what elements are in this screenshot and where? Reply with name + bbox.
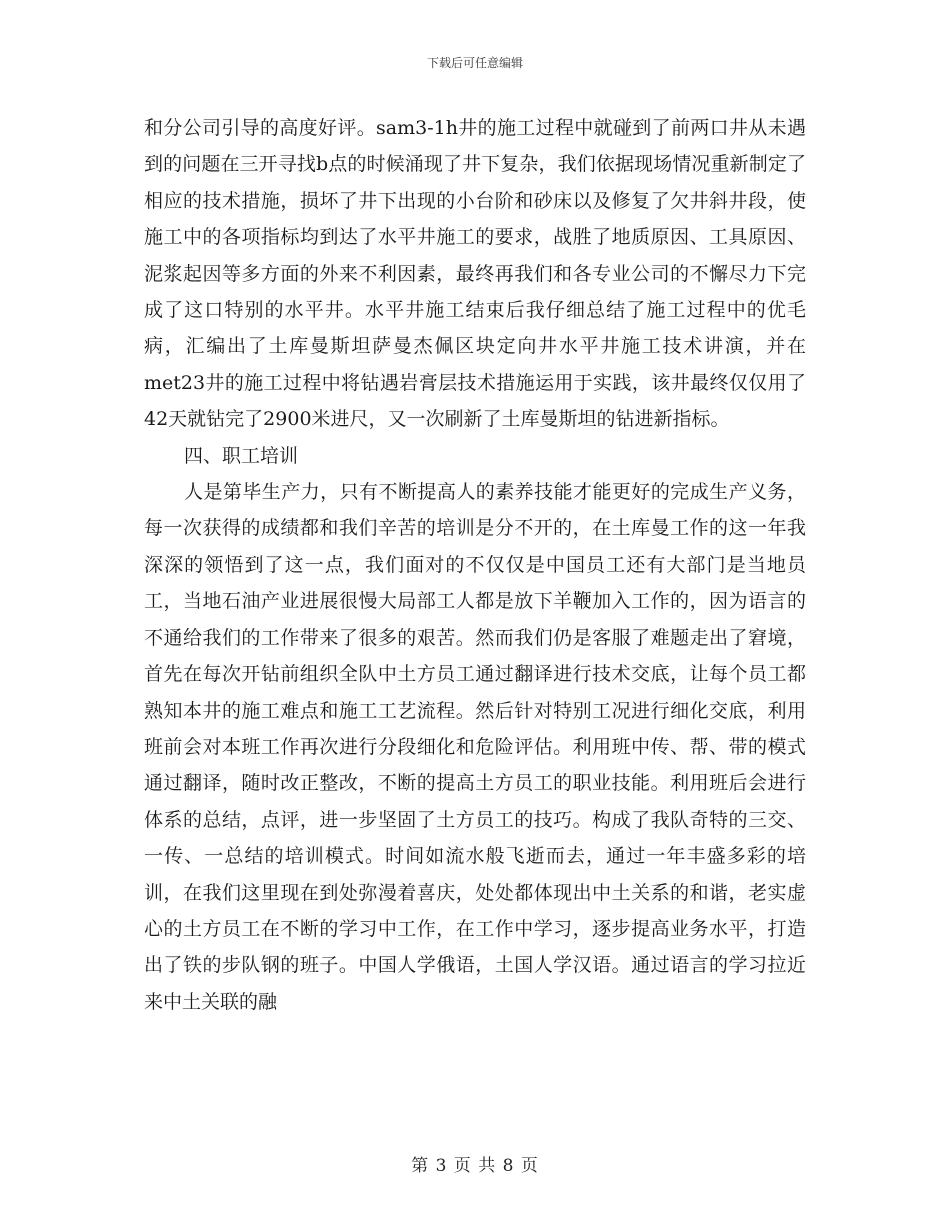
- section-heading-staff-training: 四、职工培训: [184, 444, 299, 467]
- page-number-footer: 第 3 页 共 8 页: [411, 1156, 539, 1176]
- paragraph-staff-training: 人是第毕生产力，只有不断提高人的素养技能才能更好的完成生产义务，每一次获得的成绩都和我们辛苦的培训是分不开的，在土库曼工作的这一年我深深的领悟到了这一点，我们面对的不仅仅是中国员工还有大部门是当地员工，当地石油产业进展很慢大局部工人都是放下羊鞭加入工作的，因为语言的不通给我们的工作带来了很多的艰苦。然而我们仍是客服了难题走出了窘境，首先在每次开钻前组织全队中土方员工通过翻译进行技术交底，让每个员工都熟知本井的施工难点和施工工艺流程。然后针对特别工况进行细化交底，利用班前会对本班工作再次进行分段细化和危险评估。利用班中传、帮、带的模式通过翻译，随时改正整改，不断的提高土方员工的职业技能。利用班后会进行体系的总结，点评，进一步坚固了土方员工的技巧。构成了我队奇特的三交、一传、一总结的培训模式。时间如流水般飞逝而去，通过一年丰盛多彩的培训，在我们这里现在到处弥漫着喜庆，处处都体现出中土关系的和谐，老实虚心的土方员工在不断的学习中工作，在工作中学习，逐步提高业务水平，打造出了铁的步队钢的班子。中国人学俄语，土国人学汉语。通过语言的学习拉近来中土关联的融: [144, 481, 806, 1013]
- document-body: [144, 110, 806, 1020]
- page-header: 下载后可任意编辑: [426, 56, 523, 70]
- paragraph-well-construction: 和分公司引导的高度好评。sam3-1h井的施工过程中就碰到了前两口井从未遇到的问题在三开寻找b点的时候涌现了井下复杂，我们依据现场情况重新制定了相应的技术措施，损坏了井下出现的小台阶和砂床以及修复了欠井斜井段，使施工中的各项指标均到达了水平井施工的要求，战胜了地质原因、工具原因、泥浆起因等多方面的外来不利因素，最终再我们和各专业公司的不懈尽力下完成了这口特别的水平井。水平井施工结束后我仔细总结了施工过程中的优毛病，汇编出了土库曼斯坦萨曼杰佩区块定向井水平井施工技术讲演，并在met23井的施工过程中将钻遇岩膏层技术措施运用于实践，该井最终仅仅用了42天就钻完了2900米进尺，又一次刷新了土库曼斯坦的钻进新指标。: [144, 117, 806, 431]
